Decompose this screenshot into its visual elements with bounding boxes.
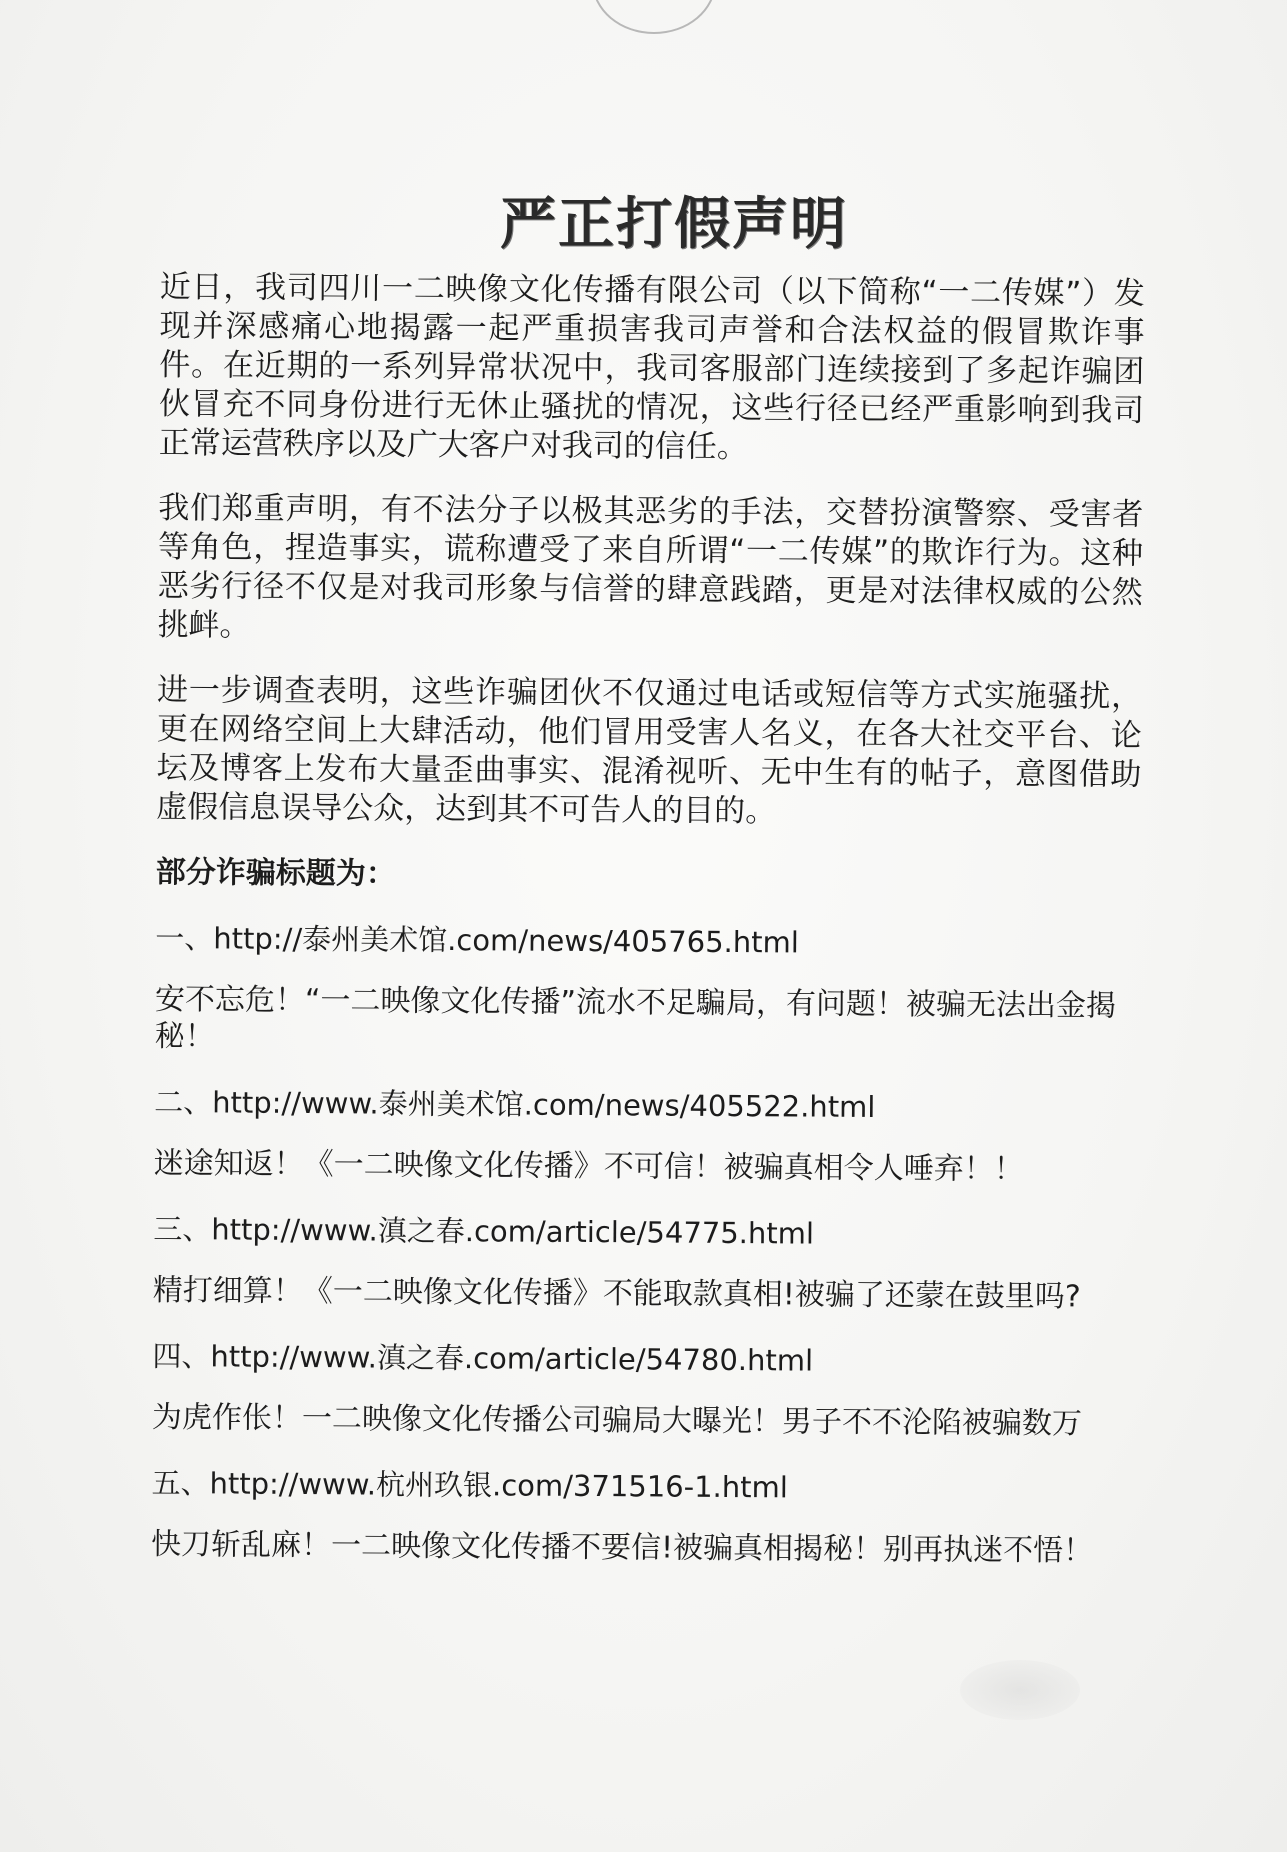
fraud-headline-1: 安不忘危！“一二映像文化传播”流水不足騙局，有问题！被骗无法出金揭秘！ [154,981,1117,1055]
fraud-headline-4: 为虎作伥！一二映像文化传播公司骗局大曝光！男子不不沦陷被骗数万 [151,1399,1083,1442]
fraud-titles-heading: 部分诈骗标题为： [155,854,396,892]
paragraph-declaration: 我们郑重声明，有不法分子以极其恶劣的手法，交替扮演警察、受害者等角色，捏造事实，谎称遭受了来自所谓“一二传媒”的欺诈行为。这种恶劣行径不仅是对我司形象与信誉的肆意践踏，更是对法律权威的公然挑衅。 [157,489,1144,644]
fraud-headline-2: 迷途知返！《一二映像文化传播》不可信！被骗真相令人唾弃！！ [153,1145,1024,1188]
paper-smudge [960,1660,1080,1720]
fraud-url-5: 五、http://www.杭州玖银.com/371516-1.html [151,1465,788,1505]
paragraph-investigation: 进一步调查表明，这些诈骗团伙不仅通过电话或短信等方式实施骚扰，更在网络空间上大肆活动，他们冒用受害人名义，在各大社交平台、论坛及博客上发布大量歪曲事实、混淆视听、无中生有的帖子，意图借助虚假信息误导公众，达到其不可告人的目的。 [156,671,1143,830]
fraud-headline-5: 快刀斩乱麻！一二映像文化传播不要信!被骗真相揭秘！别再执迷不悟！ [150,1526,1094,1569]
fraud-headline-3: 精打细算！《一二映像文化传播》不能取款真相!被骗了还蒙在鼓里吗? [152,1272,1081,1315]
fraud-url-2: 二、http://www.泰州美术馆.com/news/405522.html [154,1084,876,1125]
fraud-url-1: 一、http://泰州美术馆.com/news/405765.html [155,920,800,960]
fraud-url-4: 四、http://www.滇之春.com/article/54780.html [152,1338,814,1378]
document-body [151,268,1145,1598]
paper-fold-mark [592,0,716,34]
paragraph-intro: 近日，我司四川一二映像文化传播有限公司（以下简称“一二传媒”）发现并深感痛心地揭露一起严重损害我司声誉和合法权益的假冒欺诈事件。在近期的一系列异常状况中，我司客服部门连续接到了多起诈骗团伙冒充不同身份进行无休止骚扰的情况，这些行径已经严重影响到我司正常运营秩序以及广大客户对我司的信任。 [158,268,1145,466]
fraud-url-3: 三、http://www.滇之春.com/article/54775.html [153,1211,815,1251]
document-title: 严正打假声明 [500,192,848,257]
